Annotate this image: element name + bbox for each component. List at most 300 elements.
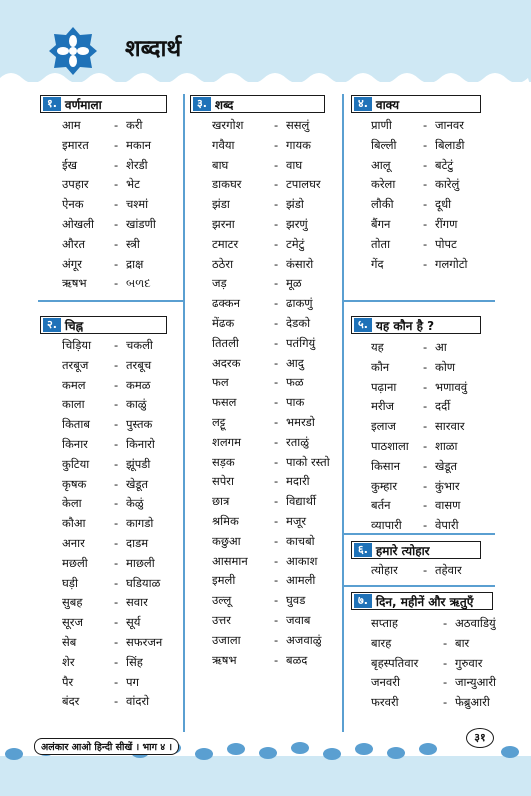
word-pair-row xyxy=(212,514,340,534)
dash-separator: - xyxy=(423,518,428,533)
gujarati-word: सारवार xyxy=(435,419,465,434)
hindi-word: आसमान xyxy=(212,553,248,568)
hindi-word: त्योहार xyxy=(371,563,398,577)
word-pair-row xyxy=(371,675,495,695)
word-pair-row xyxy=(371,563,495,583)
section-header-chinh xyxy=(40,316,167,334)
dash-separator: - xyxy=(114,236,119,251)
hindi-word: डाकघर xyxy=(212,177,242,192)
word-pair-row xyxy=(371,399,495,419)
dash-separator: - xyxy=(423,137,428,152)
section-number: ३. xyxy=(193,97,211,111)
dash-separator: - xyxy=(423,340,428,354)
word-pair-row xyxy=(212,494,340,514)
hindi-word: बैंगन xyxy=(371,216,391,231)
word-list-varnamala xyxy=(62,118,182,296)
word-pair-row xyxy=(212,613,340,633)
hindi-word: टमाटर xyxy=(212,236,239,251)
gujarati-word: कमळ xyxy=(126,377,151,392)
hindi-word: कुम्हार xyxy=(371,478,398,493)
gujarati-word: बार xyxy=(455,635,470,650)
gujarati-word: पग xyxy=(126,674,140,689)
dash-separator: - xyxy=(423,359,428,374)
dash-separator: - xyxy=(423,379,428,394)
hindi-word: तरबूज xyxy=(62,357,89,372)
section-title: वर्णमाला xyxy=(64,97,102,112)
hindi-word: उल्लू xyxy=(212,593,232,608)
gujarati-word: पोपट xyxy=(435,236,457,251)
word-pair-row xyxy=(212,593,340,613)
dash-separator: - xyxy=(423,458,428,473)
hindi-word: ऋषभ xyxy=(212,652,237,667)
dash-separator: - xyxy=(114,357,119,372)
section-header-varnamala xyxy=(40,95,167,113)
word-pair-row xyxy=(62,237,182,257)
gujarati-word: काचबो xyxy=(286,533,315,548)
word-pair-row xyxy=(371,138,495,158)
section-title: वाक्य xyxy=(375,97,400,112)
word-pair-row xyxy=(62,397,182,417)
dash-separator: - xyxy=(114,436,119,451)
section-header-shabd xyxy=(190,95,325,113)
hindi-word: कछुआ xyxy=(212,533,241,548)
word-pair-row xyxy=(62,378,182,398)
word-pair-row xyxy=(371,419,495,439)
word-pair-row xyxy=(62,694,182,714)
gujarati-word: तरबूच xyxy=(126,357,152,372)
dash-separator: - xyxy=(114,338,119,352)
gujarati-word: घडियाळ xyxy=(126,575,161,590)
dash-separator: - xyxy=(274,256,279,271)
hindi-word: फसल xyxy=(212,395,237,410)
section-header-din-mahine xyxy=(351,592,493,610)
hindi-word: ढक्कन xyxy=(212,296,240,311)
dash-separator: - xyxy=(274,632,279,647)
gujarati-word: गलगोटो xyxy=(435,256,468,271)
section-title: हमारे त्योहार xyxy=(375,543,430,558)
dash-separator: - xyxy=(274,573,279,588)
section-number: ५. xyxy=(354,318,372,332)
gujarati-word: अजवाळुं xyxy=(286,632,322,647)
hindi-word: अनार xyxy=(62,535,85,550)
gujarati-word: मदारी xyxy=(286,474,310,489)
gujarati-word: आदु xyxy=(286,355,304,370)
gujarati-word: कागडो xyxy=(126,516,154,531)
dash-separator: - xyxy=(274,315,279,330)
word-pair-row xyxy=(371,695,495,715)
word-pair-row xyxy=(62,417,182,437)
dash-separator: - xyxy=(274,296,279,311)
word-pair-row xyxy=(212,138,340,158)
dash-separator: - xyxy=(114,397,119,412)
gujarati-word: खेडूत xyxy=(126,476,149,491)
word-pair-row xyxy=(62,457,182,477)
hindi-word: कौआ xyxy=(62,516,86,531)
gujarati-word: रताळुं xyxy=(286,434,309,449)
hindi-word: व्यापारी xyxy=(371,518,402,533)
dash-separator: - xyxy=(443,655,448,670)
hindi-word: ठठेरा xyxy=(212,256,234,271)
word-pair-row xyxy=(212,435,340,455)
gujarati-word: फळ xyxy=(286,375,304,390)
gujarati-word: दूधी xyxy=(435,197,452,212)
dash-separator: - xyxy=(114,575,119,590)
section-header-tyohar xyxy=(351,541,481,559)
word-pair-row xyxy=(371,656,495,676)
word-pair-row xyxy=(371,340,495,360)
hindi-word: झंडा xyxy=(212,197,230,212)
word-pair-row xyxy=(212,257,340,277)
word-list-shabd xyxy=(212,118,340,672)
hindi-word: मरीज xyxy=(371,399,395,414)
hindi-word: औरत xyxy=(62,236,86,251)
gujarati-word: मजूर xyxy=(286,513,307,528)
gujarati-word: खांडणी xyxy=(126,216,156,231)
dash-separator: - xyxy=(423,498,428,513)
gujarati-word: पतंगियुं xyxy=(286,335,316,350)
gujarati-word: देडको xyxy=(286,315,311,330)
gujarati-word: बटेटुं xyxy=(435,157,454,172)
section-number: २. xyxy=(43,318,61,332)
word-pair-row xyxy=(212,118,340,138)
word-pair-row xyxy=(212,237,340,257)
gujarati-word: केळुं xyxy=(126,496,144,511)
dash-separator: - xyxy=(114,177,119,192)
word-pair-row xyxy=(371,197,495,217)
page-title: शब्दार्थ xyxy=(125,36,182,62)
hindi-word: पाठशाला xyxy=(371,438,409,453)
dash-separator: - xyxy=(274,533,279,548)
dash-separator: - xyxy=(114,118,119,132)
gujarati-word: कारेलुं xyxy=(435,177,460,192)
gujarati-word: घुवड xyxy=(286,593,306,608)
gujarati-word: पाक xyxy=(286,395,305,410)
dash-separator: - xyxy=(274,157,279,172)
word-pair-row xyxy=(371,439,495,459)
dash-separator: - xyxy=(114,694,119,709)
word-pair-row xyxy=(212,474,340,494)
word-pair-row xyxy=(62,496,182,516)
gujarati-word: टमेटुं xyxy=(286,236,305,251)
word-pair-row xyxy=(62,615,182,635)
word-pair-row xyxy=(371,459,495,479)
hindi-word: बाघ xyxy=(212,157,229,172)
gujarati-word: माछली xyxy=(126,555,155,570)
dash-separator: - xyxy=(443,675,448,690)
gujarati-word: द्राक्ष xyxy=(126,256,144,271)
dash-separator: - xyxy=(274,513,279,528)
word-pair-row xyxy=(371,479,495,499)
dash-separator: - xyxy=(274,355,279,370)
gujarati-word: बिलाडी xyxy=(435,137,465,152)
gujarati-word: झूंपडी xyxy=(126,456,151,471)
hindi-word: केला xyxy=(62,496,82,511)
hindi-word: काला xyxy=(62,397,85,412)
hindi-word: जड़ xyxy=(212,276,227,291)
gujarati-word: गुरुवार xyxy=(455,655,483,670)
dash-separator: - xyxy=(423,478,428,493)
hindi-word: जनवरी xyxy=(371,675,400,690)
dash-separator: - xyxy=(114,157,119,172)
word-pair-row xyxy=(371,257,495,277)
hindi-word: इलाज xyxy=(371,419,396,434)
hindi-word: चिड़िया xyxy=(62,338,92,352)
word-pair-row xyxy=(212,395,340,415)
word-list-yah-kaun xyxy=(371,340,495,538)
hindi-word: मछली xyxy=(62,555,88,570)
hindi-word: बिल्ली xyxy=(371,137,397,152)
gujarati-word: भणाववुं xyxy=(435,379,468,394)
gujarati-word: किनारो xyxy=(126,436,155,451)
gujarati-word: मकान xyxy=(126,137,152,152)
hindi-word: खरगोश xyxy=(212,118,244,132)
hindi-word: उजाला xyxy=(212,632,241,647)
gujarati-word: जान्युआरी xyxy=(455,675,497,690)
dash-separator: - xyxy=(423,563,428,577)
flower-emblem-icon xyxy=(48,26,98,76)
gujarati-word: सफरजन xyxy=(126,634,163,649)
dash-separator: - xyxy=(274,474,279,489)
dash-separator: - xyxy=(114,377,119,392)
gujarati-word: तहेवार xyxy=(435,563,462,577)
word-pair-row xyxy=(62,276,182,296)
dash-separator: - xyxy=(423,399,428,414)
hindi-word: श्रमिक xyxy=(212,513,239,528)
gujarati-word: आकाश xyxy=(286,553,318,568)
hindi-word: सप्ताह xyxy=(371,616,398,630)
dash-separator: - xyxy=(114,276,119,291)
gujarati-word: वांदरो xyxy=(126,694,150,709)
hindi-word: पढ़ाना xyxy=(371,379,397,394)
dash-separator: - xyxy=(114,516,119,531)
dash-separator: - xyxy=(423,419,428,434)
dash-separator: - xyxy=(114,496,119,511)
hindi-word: मेंढक xyxy=(212,315,235,330)
gujarati-word: कंसारो xyxy=(286,256,314,271)
dash-separator: - xyxy=(114,634,119,649)
section-header-vakya xyxy=(351,95,481,113)
gujarati-word: झरणुं xyxy=(286,216,308,231)
dash-separator: - xyxy=(274,276,279,291)
hindi-word: शेर xyxy=(62,654,75,669)
dash-separator: - xyxy=(274,434,279,449)
word-pair-row xyxy=(62,556,182,576)
word-pair-row xyxy=(212,197,340,217)
dash-separator: - xyxy=(274,375,279,390)
hindi-word: बंदर xyxy=(62,694,80,709)
dash-separator: - xyxy=(114,654,119,669)
hindi-word: सपेरा xyxy=(212,474,234,489)
word-pair-row xyxy=(212,356,340,376)
hindi-word: इमली xyxy=(212,573,236,588)
dash-separator: - xyxy=(114,216,119,231)
word-pair-row xyxy=(371,360,495,380)
word-pair-row xyxy=(371,518,495,538)
dash-separator: - xyxy=(274,612,279,627)
dash-separator: - xyxy=(274,494,279,509)
dash-separator: - xyxy=(274,593,279,608)
hindi-word: कमल xyxy=(62,377,86,392)
word-pair-row xyxy=(212,177,340,197)
dash-separator: - xyxy=(423,157,428,172)
word-pair-row xyxy=(212,415,340,435)
gujarati-word: शेरडी xyxy=(126,157,148,172)
word-pair-row xyxy=(371,616,495,636)
word-pair-row xyxy=(371,158,495,178)
gujarati-word: चकली xyxy=(126,338,153,352)
gujarati-word: खेडूत xyxy=(435,458,458,473)
dash-separator: - xyxy=(423,236,428,251)
hindi-word: प्राणी xyxy=(371,118,392,132)
dash-separator: - xyxy=(114,595,119,610)
word-pair-row xyxy=(62,675,182,695)
word-pair-row xyxy=(62,338,182,358)
section-divider xyxy=(343,585,495,587)
word-pair-row xyxy=(212,276,340,296)
word-pair-row xyxy=(62,197,182,217)
word-pair-row xyxy=(371,380,495,400)
hindi-word: ओखली xyxy=(62,216,94,231)
gujarati-word: शाळा xyxy=(435,438,458,453)
word-pair-row xyxy=(62,576,182,596)
section-title: यह कौन है ? xyxy=(375,318,435,333)
dash-separator: - xyxy=(423,177,428,192)
word-pair-row xyxy=(212,633,340,653)
dash-separator: - xyxy=(114,197,119,212)
gujarati-word: वाघ xyxy=(286,157,303,172)
dash-separator: - xyxy=(274,177,279,192)
dash-separator: - xyxy=(274,414,279,429)
section-number: ७. xyxy=(354,594,372,608)
dash-separator: - xyxy=(114,535,119,550)
dash-separator: - xyxy=(274,236,279,251)
gujarati-word: भेट xyxy=(126,177,140,192)
word-pair-row xyxy=(62,536,182,556)
hindi-word: शलगम xyxy=(212,434,241,449)
hindi-word: सुबह xyxy=(62,595,83,610)
word-pair-row xyxy=(62,655,182,675)
word-list-tyohar xyxy=(371,563,495,583)
hindi-word: कौन xyxy=(371,359,390,374)
hindi-word: सूरज xyxy=(62,615,84,630)
gujarati-word: बळद xyxy=(286,652,308,667)
word-pair-row xyxy=(212,653,340,673)
word-list-chinh xyxy=(62,338,182,714)
word-pair-row xyxy=(371,177,495,197)
word-pair-row xyxy=(62,177,182,197)
dash-separator: - xyxy=(274,137,279,152)
hindi-word: छात्र xyxy=(212,494,230,509)
hindi-word: सड़क xyxy=(212,454,235,469)
dash-separator: - xyxy=(114,417,119,432)
gujarati-word: मूळ xyxy=(286,276,302,291)
hindi-word: इमारत xyxy=(62,137,89,152)
gujarati-word: कोण xyxy=(435,359,456,374)
hindi-word: करेला xyxy=(371,177,396,192)
hindi-word: किसान xyxy=(371,458,400,473)
hindi-word: उत्तर xyxy=(212,612,231,627)
dash-separator: - xyxy=(114,674,119,689)
section-number: ४. xyxy=(354,97,372,111)
section-number: १. xyxy=(43,97,61,111)
section-title: शब्द xyxy=(214,97,234,112)
dash-separator: - xyxy=(443,616,448,630)
gujarati-word: भमरडो xyxy=(286,414,315,429)
hindi-word: तितली xyxy=(212,335,239,350)
word-pair-row xyxy=(212,554,340,574)
gujarati-word: कुंभार xyxy=(435,478,460,493)
dash-separator: - xyxy=(274,454,279,469)
dash-separator: - xyxy=(274,118,279,132)
dash-separator: - xyxy=(274,216,279,231)
gujarati-word: वेपारी xyxy=(435,518,459,533)
hindi-word: सेब xyxy=(62,634,77,649)
hindi-word: उपहार xyxy=(62,177,89,192)
word-pair-row xyxy=(62,257,182,277)
word-pair-row xyxy=(62,635,182,655)
word-pair-row xyxy=(62,595,182,615)
gujarati-word: झंडो xyxy=(286,197,304,212)
hindi-word: ईख xyxy=(62,157,78,172)
gujarati-word: फेब्रुआरी xyxy=(455,695,490,710)
word-pair-row xyxy=(212,217,340,237)
gujarati-word: चश्मां xyxy=(126,197,149,212)
gujarati-word: पाको रस्तो xyxy=(286,454,330,469)
gujarati-word: करी xyxy=(126,118,143,132)
dash-separator: - xyxy=(443,635,448,650)
column-divider xyxy=(342,94,344,732)
hindi-word: फल xyxy=(212,375,229,390)
gujarati-word: जानवर xyxy=(435,118,464,132)
book-title: अलंकार आओ हिन्दी सीखें । भाग ४ । xyxy=(34,738,179,755)
hindi-word: आलू xyxy=(371,157,391,172)
dash-separator: - xyxy=(114,256,119,271)
dash-separator: - xyxy=(274,197,279,212)
hindi-word: किनार xyxy=(62,436,88,451)
section-title: दिन, महीनें और ऋतुएँ xyxy=(375,594,474,609)
word-pair-row xyxy=(62,358,182,378)
dash-separator: - xyxy=(423,256,428,271)
word-pair-row xyxy=(212,573,340,593)
dash-separator: - xyxy=(114,555,119,570)
word-list-din-mahine xyxy=(371,616,495,715)
hindi-word: ऋषभ xyxy=(62,276,87,291)
hindi-word: तोता xyxy=(371,236,391,251)
gujarati-word: जवाब xyxy=(286,612,311,627)
word-pair-row xyxy=(371,118,495,138)
dash-separator: - xyxy=(274,652,279,667)
dash-separator: - xyxy=(423,197,428,212)
gujarati-word: दर्दी xyxy=(435,399,451,414)
hindi-word: कृषक xyxy=(62,476,87,491)
hindi-word: यह xyxy=(371,340,384,354)
dash-separator: - xyxy=(443,695,448,710)
word-pair-row xyxy=(62,437,182,457)
word-pair-row xyxy=(212,375,340,395)
hindi-word: लौकी xyxy=(371,197,394,212)
dash-separator: - xyxy=(114,137,119,152)
hindi-word: झरना xyxy=(212,216,235,231)
word-pair-row xyxy=(371,237,495,257)
word-pair-row xyxy=(62,516,182,536)
hindi-word: बृहस्पतिवार xyxy=(371,655,419,670)
gujarati-word: पुस्तक xyxy=(126,417,153,432)
dash-separator: - xyxy=(114,476,119,491)
hindi-word: फरवरी xyxy=(371,695,399,710)
gujarati-word: सिंह xyxy=(126,654,143,669)
section-number: ६. xyxy=(354,543,372,557)
hindi-word: आम xyxy=(62,118,81,132)
